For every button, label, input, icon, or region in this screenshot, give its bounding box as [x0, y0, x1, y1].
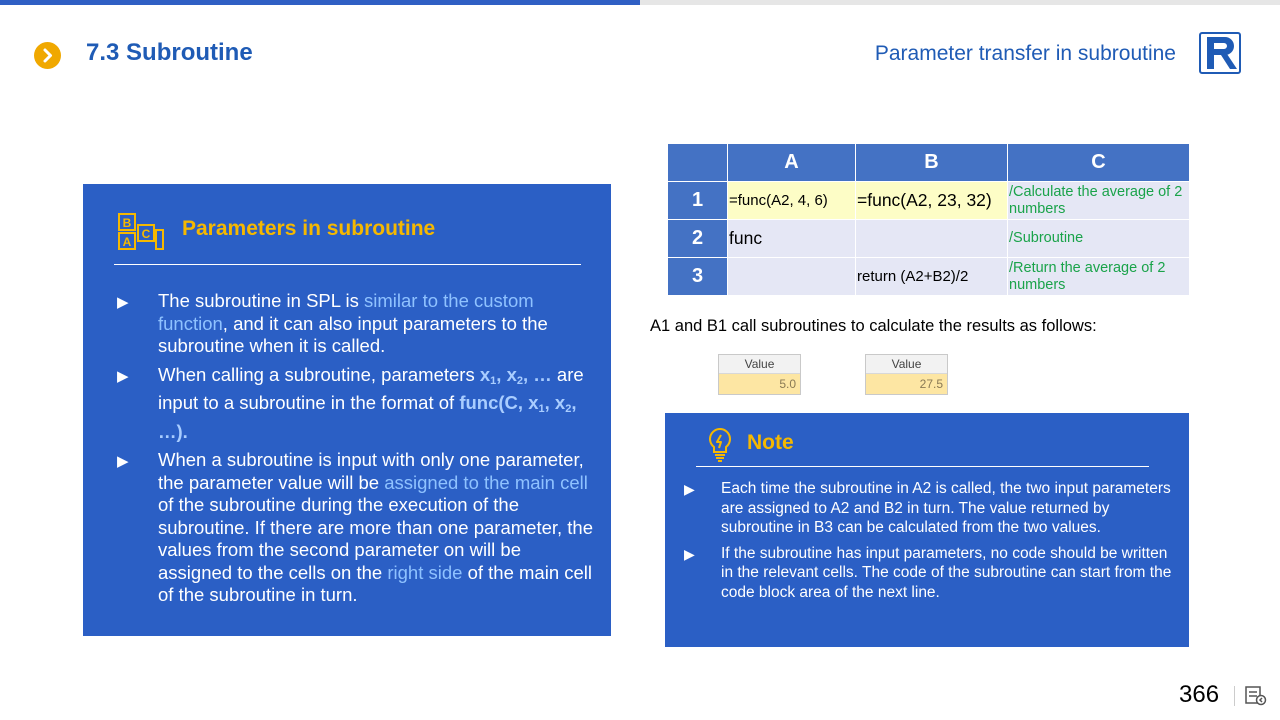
value-header: Value	[719, 355, 800, 374]
bullet-marker: ▶	[117, 367, 129, 385]
bullet-item	[117, 449, 597, 607]
bullet-list	[117, 290, 597, 613]
bullet-marker: ▶	[684, 545, 695, 562]
cell-b1[interactable]: =func(A2, 23, 32)	[856, 182, 1008, 220]
cell-a2[interactable]: func	[728, 220, 856, 258]
page-number: 366	[1179, 681, 1220, 708]
divider	[1234, 686, 1235, 706]
note-panel	[665, 413, 1189, 647]
abc-blocks-icon	[117, 212, 165, 252]
cell-a3[interactable]	[728, 258, 856, 296]
note-text: Each time the subroutine in A2 is called, the two input parameters are assigned to A2 and B2 in turn. The value returned by subroutine in B3 can be calculated from the two values.	[721, 480, 1171, 536]
svg-text:C: C	[141, 227, 151, 241]
chevron-right-icon	[34, 42, 61, 69]
value-cell: 27.5	[866, 374, 947, 394]
func-format: func(C, $x_1$, $x_2$, …).	[158, 392, 577, 442]
value-header: Value	[866, 355, 947, 374]
column-header: B	[856, 144, 1008, 182]
bullet-marker: ▶	[117, 453, 129, 470]
slide-view-icon[interactable]	[1245, 686, 1267, 706]
corner-cell	[668, 144, 728, 182]
bullet-text: of the main cell of the subroutine in turn.	[158, 561, 593, 605]
result-value-box	[865, 354, 948, 395]
cell-c3[interactable]: /Return the average of 2 numbers	[1008, 258, 1190, 296]
row-header: 3	[668, 258, 728, 296]
note-item	[684, 544, 1176, 603]
parameters-panel	[83, 184, 611, 636]
bullet-text: of the subroutine during the execution of the subroutine. If there are more than one parameter, the values from the second parameter on will be assigned to the cells on the	[158, 494, 594, 583]
note-list	[684, 479, 1176, 608]
logo-icon	[1199, 32, 1241, 74]
bullet-text: When a subroutine is input with only one parameter, the parameter value will be	[158, 449, 584, 493]
highlight-text: assigned to the main cell	[384, 471, 588, 493]
divider	[696, 466, 1149, 467]
bullet-item	[117, 364, 597, 444]
column-header: C	[1008, 144, 1190, 182]
cell-a1[interactable]: =func(A2, 4, 6)	[728, 182, 856, 220]
value-cell: 5.0	[719, 374, 800, 394]
table-header-row	[668, 144, 1190, 182]
section-title: 7.3 Subroutine	[86, 39, 253, 66]
column-header: A	[728, 144, 856, 182]
bullet-text: When calling a subroutine, parameters	[158, 363, 480, 385]
table-row	[668, 258, 1190, 296]
cell-b2[interactable]	[856, 220, 1008, 258]
lightbulb-icon	[707, 427, 733, 463]
highlight-text: right side	[387, 561, 463, 583]
note-heading: Note	[747, 431, 794, 454]
highlight-text: similar to the custom function	[158, 290, 534, 334]
cell-c1[interactable]: /Calculate the average of 2 numbers	[1008, 182, 1190, 220]
panel-heading: Parameters in subroutine	[182, 217, 436, 240]
bullet-text: are input to a subroutine in the format of	[158, 363, 584, 413]
note-text: If the subroutine has input parameters, no code should be written in the relevant cells. The code of the subroutine can start from the code block area of the next line.	[721, 544, 1172, 601]
cell-b3[interactable]: return (A2+B2)/2	[856, 258, 1008, 296]
divider	[114, 264, 581, 265]
bullet-marker: ▶	[684, 481, 695, 497]
table-row	[668, 220, 1190, 258]
row-header: 1	[668, 182, 728, 220]
bullet-item	[117, 290, 597, 358]
param-list: $x_1$, $x_2$, …	[479, 363, 552, 387]
code-grid-table	[667, 143, 1190, 296]
svg-text:A: A	[122, 235, 132, 249]
progress-bar-track	[640, 0, 1280, 5]
table-row	[668, 182, 1190, 220]
results-caption: A1 and B1 call subroutines to calculate the results as follows:	[650, 317, 1097, 335]
header-subtitle: Parameter transfer in subroutine	[874, 42, 1176, 65]
bullet-text: , and it can also input parameters to the subroutine when it is called.	[158, 312, 548, 356]
bullet-text: The subroutine in SPL is	[158, 290, 365, 311]
svg-text:B: B	[122, 216, 132, 230]
cell-c2[interactable]: /Subroutine	[1008, 220, 1190, 258]
bullet-marker: ▶	[117, 294, 129, 311]
row-header: 2	[668, 220, 728, 258]
note-item	[684, 479, 1176, 538]
result-value-box	[718, 354, 801, 395]
progress-bar-filled	[0, 0, 640, 5]
